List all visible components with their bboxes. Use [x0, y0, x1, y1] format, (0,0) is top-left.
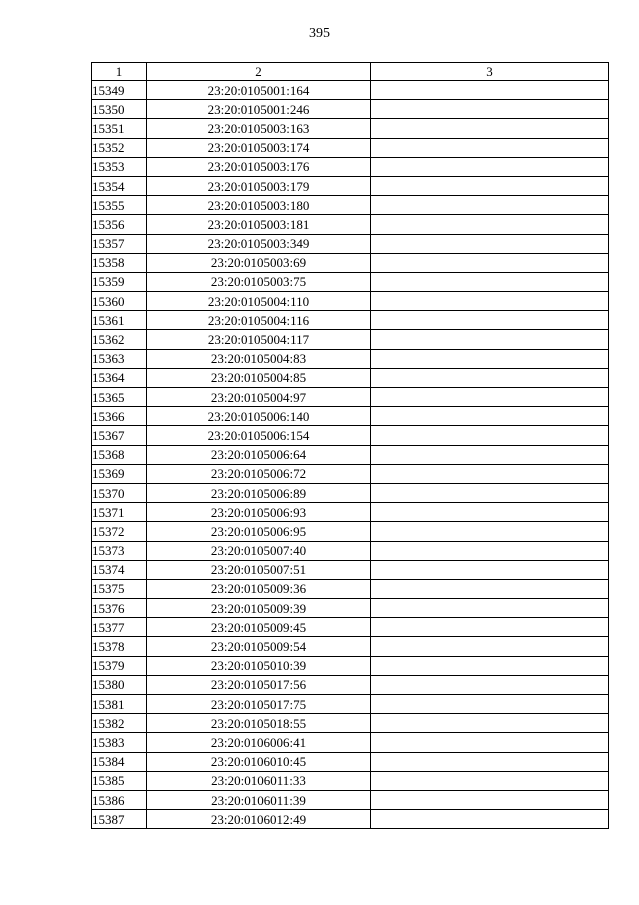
cadastral-number-cell: 23:20:0105009:39 — [147, 599, 371, 618]
note-cell — [371, 771, 609, 790]
row-number-cell: 15359 — [92, 272, 147, 291]
note-cell — [371, 311, 609, 330]
note-cell — [371, 714, 609, 733]
cadastral-number-cell: 23:20:0105007:40 — [147, 541, 371, 560]
column-header-1: 1 — [92, 63, 147, 81]
cadastral-number-cell: 23:20:0105004:116 — [147, 311, 371, 330]
cadastral-number-cell: 23:20:0105003:174 — [147, 138, 371, 157]
row-number-cell: 15366 — [92, 407, 147, 426]
note-cell — [371, 483, 609, 502]
cadastral-number-cell: 23:20:0105003:349 — [147, 234, 371, 253]
row-number-cell: 15361 — [92, 311, 147, 330]
table-row — [92, 599, 609, 618]
row-number-cell: 15354 — [92, 176, 147, 195]
row-number-cell: 15352 — [92, 138, 147, 157]
row-number-cell: 15349 — [92, 81, 147, 100]
row-number-cell: 15378 — [92, 637, 147, 656]
table-row — [92, 119, 609, 138]
register-table — [91, 62, 609, 829]
row-number-cell: 15380 — [92, 675, 147, 694]
table-row — [92, 176, 609, 195]
cadastral-number-cell: 23:20:0105003:179 — [147, 176, 371, 195]
cadastral-number-cell: 23:20:0105004:85 — [147, 368, 371, 387]
cadastral-number-cell: 23:20:0105006:93 — [147, 503, 371, 522]
note-cell — [371, 695, 609, 714]
note-cell — [371, 733, 609, 752]
row-number-cell: 15382 — [92, 714, 147, 733]
note-cell — [371, 81, 609, 100]
note-cell — [371, 637, 609, 656]
row-number-cell: 15387 — [92, 810, 147, 829]
table-row — [92, 349, 609, 368]
note-cell — [371, 100, 609, 119]
table-row — [92, 790, 609, 809]
table-row — [92, 388, 609, 407]
table-row — [92, 618, 609, 637]
row-number-cell: 15356 — [92, 215, 147, 234]
row-number-cell: 15357 — [92, 234, 147, 253]
table-row — [92, 656, 609, 675]
table-row — [92, 330, 609, 349]
cadastral-number-cell: 23:20:0105007:51 — [147, 560, 371, 579]
table-row — [92, 675, 609, 694]
cadastral-number-cell: 23:20:0105003:163 — [147, 119, 371, 138]
table-row — [92, 560, 609, 579]
table-row — [92, 579, 609, 598]
cadastral-number-cell: 23:20:0105001:164 — [147, 81, 371, 100]
row-number-cell: 15360 — [92, 292, 147, 311]
cadastral-number-cell: 23:20:0105006:140 — [147, 407, 371, 426]
note-cell — [371, 618, 609, 637]
table-row — [92, 407, 609, 426]
table-row — [92, 196, 609, 215]
note-cell — [371, 349, 609, 368]
note-cell — [371, 253, 609, 272]
cadastral-number-cell: 23:20:0105003:75 — [147, 272, 371, 291]
note-cell — [371, 176, 609, 195]
note-cell — [371, 272, 609, 291]
row-number-cell: 15355 — [92, 196, 147, 215]
note-cell — [371, 541, 609, 560]
cadastral-number-cell: 23:20:0105003:180 — [147, 196, 371, 215]
note-cell — [371, 407, 609, 426]
cadastral-number-cell: 23:20:0106010:45 — [147, 752, 371, 771]
note-cell — [371, 368, 609, 387]
table-row — [92, 637, 609, 656]
table-row — [92, 100, 609, 119]
row-number-cell: 15353 — [92, 157, 147, 176]
table-row — [92, 522, 609, 541]
table-row — [92, 445, 609, 464]
table-row — [92, 81, 609, 100]
cadastral-number-cell: 23:20:0105006:64 — [147, 445, 371, 464]
row-number-cell: 15364 — [92, 368, 147, 387]
cadastral-number-cell: 23:20:0105017:75 — [147, 695, 371, 714]
cadastral-number-cell: 23:20:0105009:54 — [147, 637, 371, 656]
table-row — [92, 368, 609, 387]
note-cell — [371, 656, 609, 675]
note-cell — [371, 196, 609, 215]
note-cell — [371, 752, 609, 771]
table-row — [92, 234, 609, 253]
cadastral-number-cell: 23:20:0106011:33 — [147, 771, 371, 790]
row-number-cell: 15383 — [92, 733, 147, 752]
row-number-cell: 15377 — [92, 618, 147, 637]
table-row — [92, 733, 609, 752]
table-row — [92, 253, 609, 272]
row-number-cell: 15386 — [92, 790, 147, 809]
note-cell — [371, 445, 609, 464]
row-number-cell: 15367 — [92, 426, 147, 445]
row-number-cell: 15376 — [92, 599, 147, 618]
table-row — [92, 483, 609, 502]
note-cell — [371, 215, 609, 234]
cadastral-number-cell: 23:20:0105017:56 — [147, 675, 371, 694]
cadastral-number-cell: 23:20:0105006:89 — [147, 483, 371, 502]
cadastral-number-cell: 23:20:0105003:176 — [147, 157, 371, 176]
table-row — [92, 695, 609, 714]
cadastral-number-cell: 23:20:0106012:49 — [147, 810, 371, 829]
note-cell — [371, 388, 609, 407]
table-header-row — [92, 63, 609, 81]
row-number-cell: 15381 — [92, 695, 147, 714]
row-number-cell: 15368 — [92, 445, 147, 464]
table-row — [92, 426, 609, 445]
cadastral-number-cell: 23:20:0105004:110 — [147, 292, 371, 311]
cadastral-number-cell: 23:20:0105003:181 — [147, 215, 371, 234]
note-cell — [371, 292, 609, 311]
note-cell — [371, 157, 609, 176]
column-header-3: 3 — [371, 63, 609, 81]
row-number-cell: 15371 — [92, 503, 147, 522]
cadastral-number-cell: 23:20:0105003:69 — [147, 253, 371, 272]
table-row — [92, 157, 609, 176]
table-body — [92, 81, 609, 829]
note-cell — [371, 234, 609, 253]
table-row — [92, 292, 609, 311]
note-cell — [371, 426, 609, 445]
row-number-cell: 15351 — [92, 119, 147, 138]
row-number-cell: 15374 — [92, 560, 147, 579]
table-row — [92, 752, 609, 771]
row-number-cell: 15370 — [92, 483, 147, 502]
cadastral-number-cell: 23:20:0105006:95 — [147, 522, 371, 541]
table-row — [92, 272, 609, 291]
column-header-2: 2 — [147, 63, 371, 81]
row-number-cell: 15379 — [92, 656, 147, 675]
cadastral-number-cell: 23:20:0105009:36 — [147, 579, 371, 598]
table-row — [92, 503, 609, 522]
row-number-cell: 15350 — [92, 100, 147, 119]
cadastral-number-cell: 23:20:0105018:55 — [147, 714, 371, 733]
note-cell — [371, 330, 609, 349]
note-cell — [371, 675, 609, 694]
cadastral-number-cell: 23:20:0105010:39 — [147, 656, 371, 675]
row-number-cell: 15358 — [92, 253, 147, 272]
row-number-cell: 15384 — [92, 752, 147, 771]
cadastral-number-cell: 23:20:0105001:246 — [147, 100, 371, 119]
cadastral-number-cell: 23:20:0105009:45 — [147, 618, 371, 637]
cadastral-number-cell: 23:20:0105004:83 — [147, 349, 371, 368]
table-row — [92, 771, 609, 790]
row-number-cell: 15369 — [92, 464, 147, 483]
row-number-cell: 15362 — [92, 330, 147, 349]
table-row — [92, 541, 609, 560]
row-number-cell: 15363 — [92, 349, 147, 368]
table-row — [92, 215, 609, 234]
note-cell — [371, 464, 609, 483]
cadastral-number-cell: 23:20:0106011:39 — [147, 790, 371, 809]
table-row — [92, 810, 609, 829]
note-cell — [371, 503, 609, 522]
cadastral-number-cell: 23:20:0105004:117 — [147, 330, 371, 349]
note-cell — [371, 790, 609, 809]
row-number-cell: 15372 — [92, 522, 147, 541]
table-row — [92, 714, 609, 733]
row-number-cell: 15375 — [92, 579, 147, 598]
cadastral-number-cell: 23:20:0105006:154 — [147, 426, 371, 445]
table-row — [92, 311, 609, 330]
note-cell — [371, 138, 609, 157]
cadastral-number-cell: 23:20:0105004:97 — [147, 388, 371, 407]
note-cell — [371, 119, 609, 138]
table-row — [92, 464, 609, 483]
note-cell — [371, 522, 609, 541]
note-cell — [371, 560, 609, 579]
note-cell — [371, 810, 609, 829]
row-number-cell: 15385 — [92, 771, 147, 790]
page-number: 395 — [309, 26, 330, 41]
table-row — [92, 138, 609, 157]
row-number-cell: 15373 — [92, 541, 147, 560]
note-cell — [371, 599, 609, 618]
cadastral-number-cell: 23:20:0105006:72 — [147, 464, 371, 483]
note-cell — [371, 579, 609, 598]
cadastral-number-cell: 23:20:0106006:41 — [147, 733, 371, 752]
row-number-cell: 15365 — [92, 388, 147, 407]
